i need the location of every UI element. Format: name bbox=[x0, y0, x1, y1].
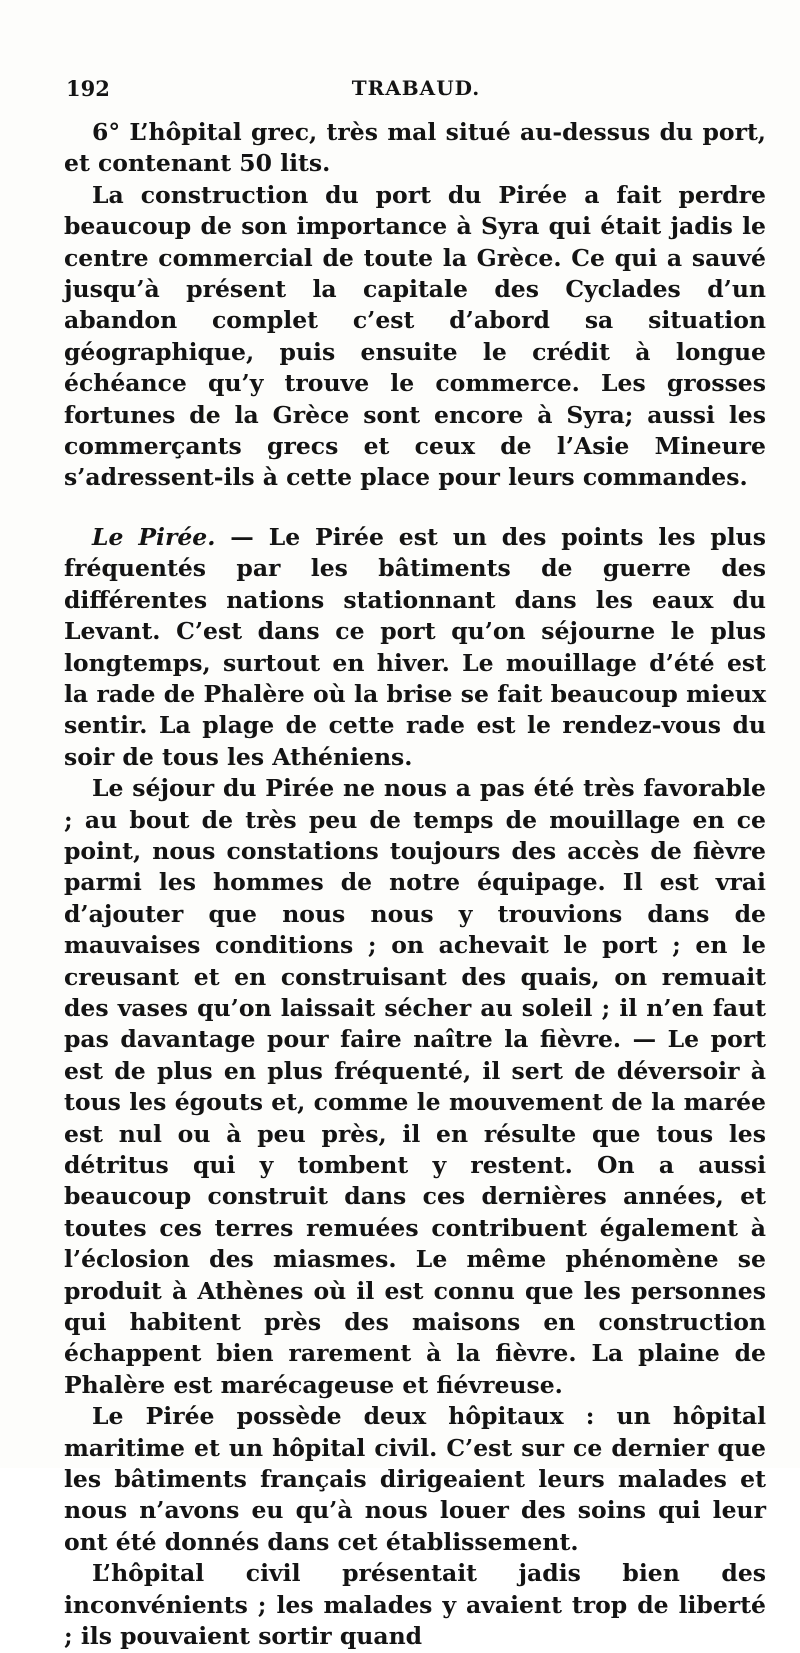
paragraph-syra: La construction du port du Pirée a fait perdre beaucoup de son importance à Syra qui était jadis le centre commercial de toute la Grèce. Ce qui a sauvé jusqu’à présent la capitale des Cyclades d’un abandon complet c’est d’abord sa situation géographique, puis ensuite le crédit à longue échéance qu’y trouve le commerce. Les grosses fortunes de la Grèce sont encore à Syra; aussi les commerçants grecs et ceux de l’Asie Mineure s’adressent-ils à cette place pour leurs commandes. bbox=[64, 180, 766, 492]
section-lead-text: Le Pirée est un des points les plus fréquentés par les bâtiments de guerre des différentes nations stationnant dans les eaux du Levant. C’est dans ce port qu’on séjourne le plus longtemps, surtout en hiver. Le mouillage d’été est la rade de Phalère où la brise se fait beaucoup mieux sentir. La plage de cette rade est le rendez-vous du soir de tous les Athéniens. bbox=[64, 522, 766, 771]
section-piree-lead bbox=[64, 522, 766, 773]
paragraph-hopitaux: Le Pirée possède deux hôpitaux : un hôpital maritime et un hôpital civil. C’est sur ce dernier que les bâtiments français dirigeaient leurs malades et nous n’avons eu qu’à nous louer des soins qui leur ont été donnés dans cet établissement. bbox=[64, 1402, 766, 1556]
paragraph-hopital-civil: L’hôpital civil présentait jadis bien des inconvénients ; les malades y avaient trop de liberté ; ils pouvaient sortir quand bbox=[64, 1559, 766, 1651]
page-header bbox=[66, 76, 766, 102]
running-title: TRABAUD. bbox=[351, 76, 481, 100]
paragraph-sejour: Le séjour du Pirée ne nous a pas été très favorable ; au bout de très peu de temps de mouillage en ce point, nous constations toujours des accès de fièvre parmi les hommes de notre équipage. Il est vrai d’ajouter que nous nous y trouvions dans de mauvaises conditions ; on achevait le port ; en le creusant et en construisant des quais, on remuait des vases qu’on laissait sécher au soleil ; il n’en faut pas davantage pour faire naître la fièvre. — Le port est de plus en plus fréquenté, il sert de déversoir à tous les égouts et, comme le mouvement de la marée est nul ou à peu près, il en résulte que tous les détritus qui y tombent y restent. On a aussi beaucoup construit dans ces dernières années, et toutes ces terres remuées contribuent également à l’éclosion des miasmes. Le même phénomène se produit à Athènes où il est connu que les personnes qui habitent près des maisons en construction échappent bien rarement à la fièvre. La plaine de Phalère est marécageuse et fiévreuse. bbox=[64, 774, 766, 1399]
body-text bbox=[64, 117, 766, 1653]
page-number: 192 bbox=[66, 76, 110, 101]
section-dash: — bbox=[215, 522, 269, 551]
paragraph-hospital-grec: 6° L’hôpital grec, très mal situé au-dessus du port, et contenant 50 lits. bbox=[64, 118, 766, 178]
section-title: Le Pirée. bbox=[92, 522, 216, 551]
